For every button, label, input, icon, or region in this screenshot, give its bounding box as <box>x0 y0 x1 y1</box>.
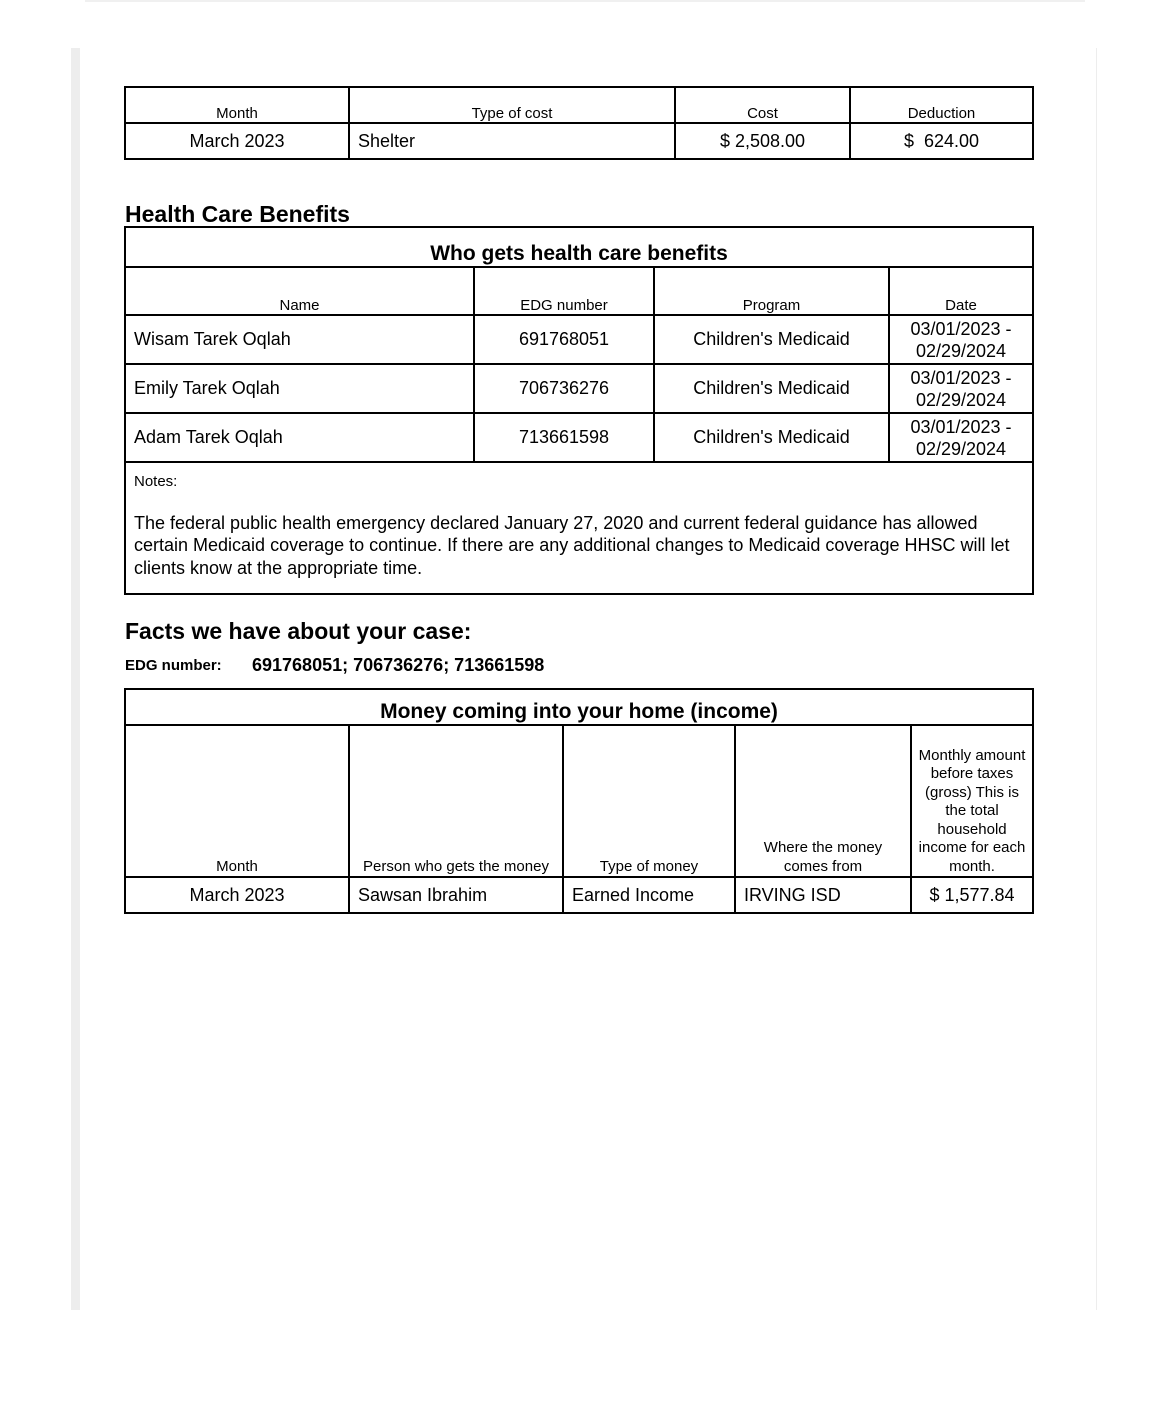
health-date <box>889 315 1033 364</box>
health-date-start: 03/01/2023 - <box>910 318 1012 339</box>
health-edg: 706736276 <box>474 364 654 413</box>
page-left-edge <box>71 48 80 1310</box>
edg-value: 691768051; 706736276; 713661598 <box>252 655 545 675</box>
income-source: IRVING ISD <box>735 877 911 913</box>
income-month: March 2023 <box>125 877 349 913</box>
health-table-caption: Who gets health care benefits <box>125 227 1033 267</box>
edg-label: EDG number: <box>125 657 222 674</box>
income-header-row <box>125 725 1033 877</box>
shelter-type: Shelter <box>349 123 675 159</box>
income-table <box>124 688 1034 914</box>
income-header-person: Person who gets the money <box>349 725 563 877</box>
health-name: Adam Tarek Oqlah <box>125 413 474 462</box>
income-header-amount-line: before taxes <box>930 765 1014 782</box>
income-header-source <box>735 725 911 877</box>
shelter-header-row <box>125 87 1033 123</box>
health-header-row <box>125 267 1033 315</box>
income-header-source-line: comes from <box>783 857 863 875</box>
table-row <box>125 315 1033 364</box>
health-notes-row <box>125 462 1033 594</box>
table-row <box>125 877 1033 913</box>
table-row <box>125 123 1033 159</box>
page-right-edge <box>1096 48 1097 1310</box>
health-program: Children's Medicaid <box>654 413 889 462</box>
health-header-date: Date <box>889 267 1033 315</box>
health-header-edg: EDG number <box>474 267 654 315</box>
income-amount: $ 1,577.84 <box>911 877 1033 913</box>
shelter-header-deduction: Deduction <box>850 87 1033 123</box>
income-header-type: Type of money <box>563 725 735 877</box>
shelter-cost-table <box>124 86 1034 160</box>
shelter-header-month: Month <box>125 87 349 123</box>
health-date-start: 03/01/2023 - <box>910 416 1012 437</box>
facts-section-title: Facts we have about your case: <box>125 618 472 644</box>
health-date-start: 03/01/2023 - <box>910 367 1012 388</box>
health-header-program: Program <box>654 267 889 315</box>
income-header-amount-line: (gross) This is <box>925 783 1019 801</box>
table-row <box>125 364 1033 413</box>
health-section-title: Health Care Benefits <box>125 201 350 227</box>
health-date-end: 02/29/2024 <box>915 389 1007 410</box>
income-header-amount-line: Monthly amount <box>918 746 1026 764</box>
income-caption-row <box>125 689 1033 725</box>
health-edg: 713661598 <box>474 413 654 462</box>
income-header-amount-line: income for each <box>918 839 1026 856</box>
income-header-amount-line: month. <box>949 857 995 875</box>
shelter-deduction: $ 624.00 <box>850 123 1033 159</box>
health-name: Emily Tarek Oqlah <box>125 364 474 413</box>
health-date-end: 02/29/2024 <box>915 438 1007 459</box>
health-name: Wisam Tarek Oqlah <box>125 315 474 364</box>
health-program: Children's Medicaid <box>654 315 889 364</box>
notes-label: Notes: <box>134 473 178 490</box>
shelter-cost: $ 2,508.00 <box>675 123 850 159</box>
income-header-amount-line: household <box>937 820 1007 838</box>
table-row <box>125 413 1033 462</box>
income-table-caption: Money coming into your home (income) <box>125 689 1033 725</box>
page-top-rule <box>85 0 1085 2</box>
health-notes <box>125 462 1033 594</box>
income-header-month: Month <box>125 725 349 877</box>
health-edg: 691768051 <box>474 315 654 364</box>
income-header-amount-line: the total <box>945 802 999 819</box>
health-date-end: 02/29/2024 <box>915 340 1007 361</box>
shelter-header-type: Type of cost <box>349 87 675 123</box>
health-program: Children's Medicaid <box>654 364 889 413</box>
health-date <box>889 364 1033 413</box>
health-caption-row <box>125 227 1033 267</box>
health-date <box>889 413 1033 462</box>
shelter-header-cost: Cost <box>675 87 850 123</box>
income-type: Earned Income <box>563 877 735 913</box>
health-header-name: Name <box>125 267 474 315</box>
notes-text: The federal public health emergency declared January 27, 2020 and current federal guidance has allowed certain Medicaid coverage to continue. If there are any additional changes to Medicaid coverage HHSC will let clients know at the appropriate time. <box>134 512 1010 578</box>
shelter-month: March 2023 <box>125 123 349 159</box>
income-person: Sawsan Ibrahim <box>349 877 563 913</box>
income-header-source-line: Where the money <box>763 839 883 856</box>
income-header-amount <box>911 725 1033 877</box>
health-benefits-table <box>124 226 1034 595</box>
